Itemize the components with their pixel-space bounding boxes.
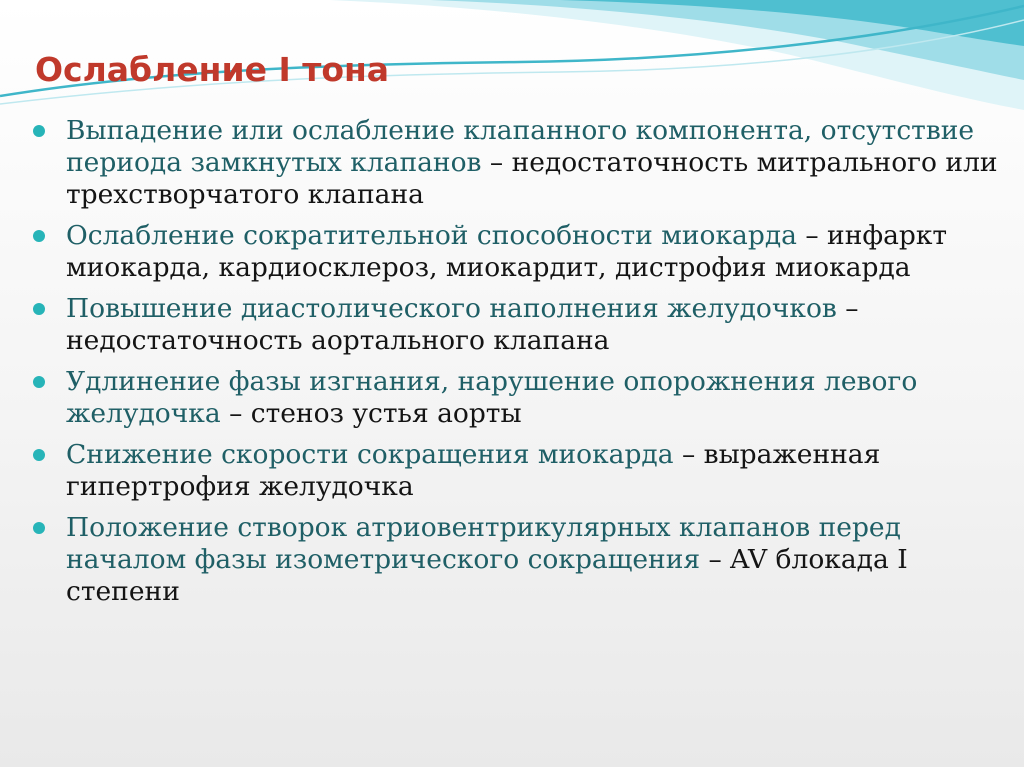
bullet-text: – недостаточность митрального или трехстворчатого клапана <box>66 147 998 210</box>
bullet-text: – выраженная гипертрофия желудочка <box>66 439 881 502</box>
bullet-item <box>30 512 1000 608</box>
bullet-dot-icon <box>33 230 45 242</box>
bullet-dot-icon <box>33 376 45 388</box>
bullet-highlight: Снижение скорости сокращения миокарда <box>66 439 674 470</box>
bullet-highlight: Выпадение или ослабление клапанного компонента, отсутствие периода замкнутых клапанов <box>66 115 975 178</box>
bullet-item <box>30 293 1000 357</box>
bullet-dot-icon <box>33 522 45 534</box>
bullet-item <box>30 439 1000 503</box>
bullet-dot-icon <box>33 303 45 315</box>
bullet-text: – инфаркт миокарда, кардиосклероз, миокардит, дистрофия миокарда <box>66 220 948 283</box>
bullet-highlight: Положение створок атриовентрикулярных клапанов перед началом фазы изометрического сокращения <box>66 512 901 575</box>
slide-title: Ослабление I тона <box>35 50 390 89</box>
bullet-text: – AV блокада I степени <box>66 544 908 607</box>
bullet-item <box>30 220 1000 284</box>
bullet-dot-icon <box>33 125 45 137</box>
bullet-highlight: Ослабление сократительной способности миокарда <box>66 220 797 251</box>
bullet-item <box>30 366 1000 430</box>
bullet-text: – недостаточность аортального клапана <box>66 293 859 356</box>
bullet-highlight: Повышение диастолического наполнения желудочков <box>66 293 837 324</box>
bullet-list <box>30 115 1000 617</box>
bullet-highlight: Удлинение фазы изгнания, нарушение опорожнения левого желудочка <box>66 366 918 429</box>
bullet-item <box>30 115 1000 211</box>
bullet-text: – стеноз устья аорты <box>220 398 522 429</box>
bullet-dot-icon <box>33 449 45 461</box>
